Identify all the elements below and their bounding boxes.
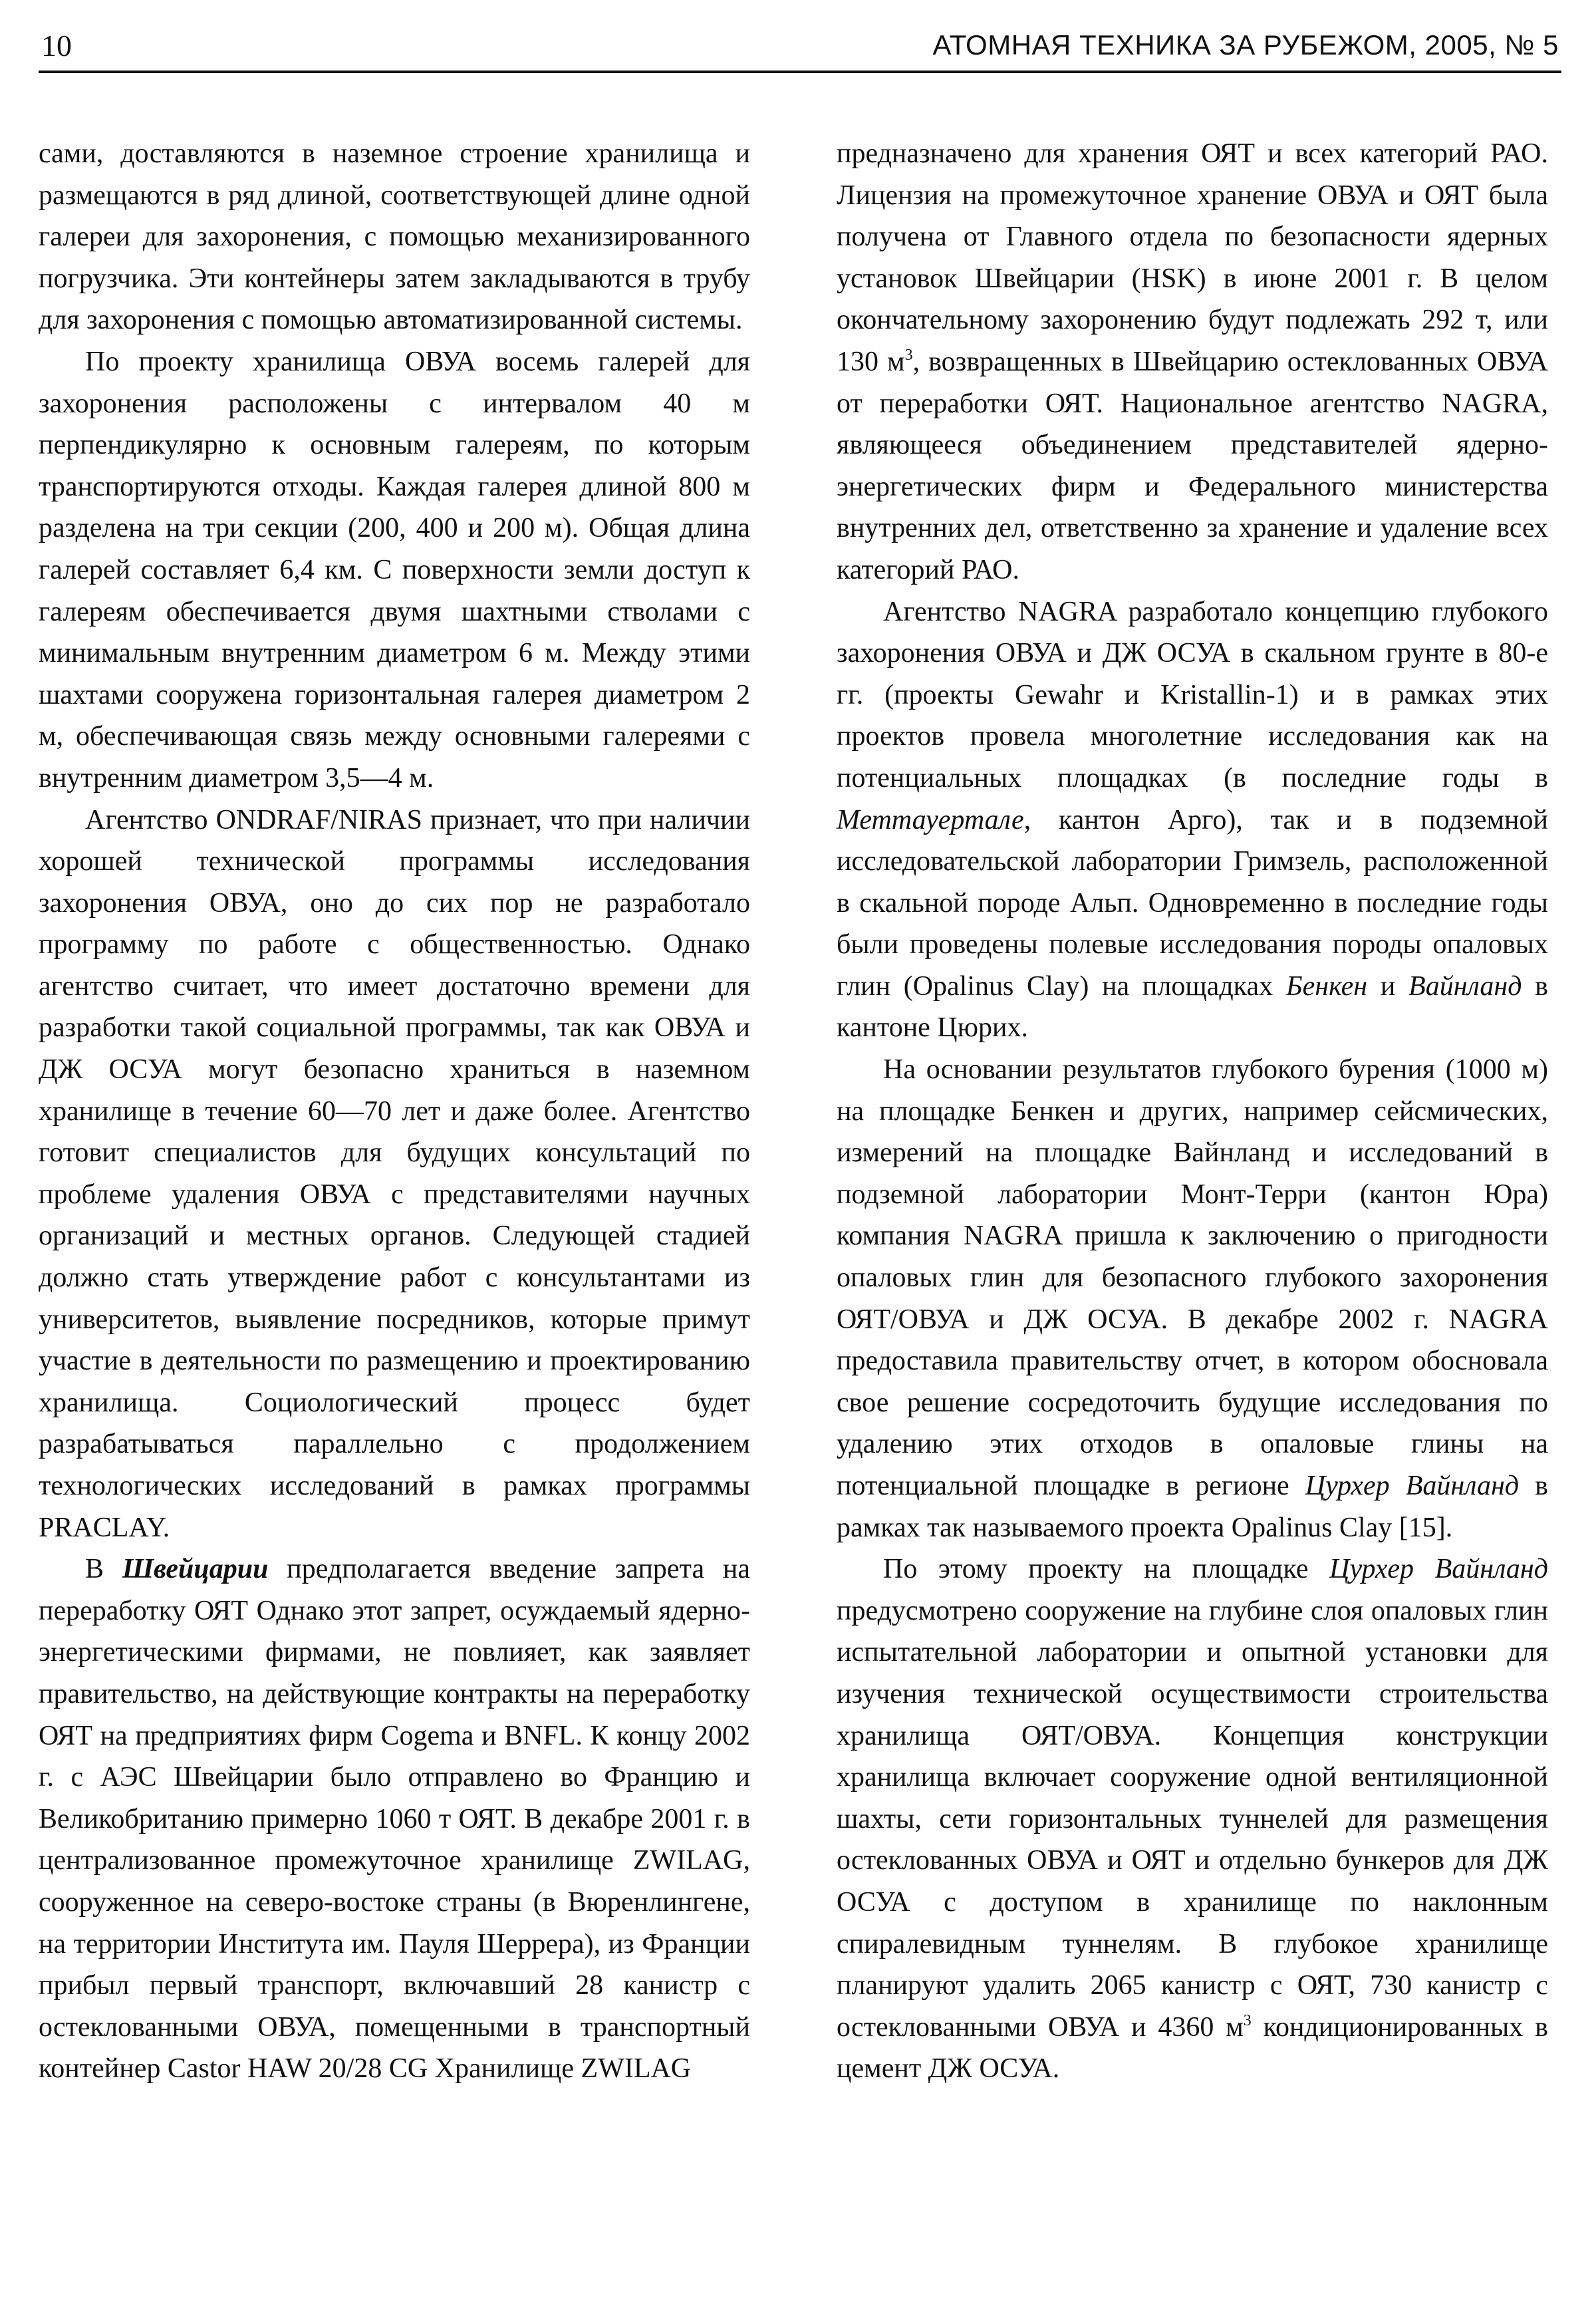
text-run: предполагается введение запрета на переработку ОЯТ Однако этот запрет, осуждаемый ядерно-энергетическими фирмами, не повлияет, как заявляет правительство, на действующие контракты на переработку ОЯТ на предприятиях фирм Cogema и BNFL. К концу 2002 г. с АЭС Швейцарии было отправлено во Францию и Великобританию примерно 1060 т ОЯТ. В декабре 2001 г. в централизованное промежуточное хранилище ZWILAG, сооруженное на северо-востоке страны (в Вюренлингене, на территории Института им. Пауля Шеррера), из Франции прибыл первый транспорт, включавший 28 канистр с остеклованными ОВУА, помещенными в транспортный контейнер Castor HAW 20/28 CG Хранилище ZWILAG: [39, 1554, 751, 2085]
place-name: Бенкен: [1285, 970, 1368, 1002]
country-name: Швейцарии: [122, 1554, 269, 1585]
superscript: 3: [904, 346, 913, 364]
text-run: кондиционированных в цемент ДЖ ОСУА.: [837, 2011, 1548, 2085]
place-name: Меттауертале: [837, 804, 1024, 835]
place-name: Цурхер Вайнланд: [1305, 1471, 1520, 1501]
paragraph: [837, 133, 1548, 591]
paragraph: [837, 591, 1548, 1050]
text-run: , возвращенных в Швейцарию остеклованных ОВУА от переработки ОЯТ. Национальное агентство NAGRA, являющееся объединением представителей ядерно-энергетических фирм и Федерального министерства внутренних дел, ответственно за хранение и удаление всех категорий РАО.: [837, 346, 1549, 585]
text-run: Агентство NAGRA разработало концепцию глубокого захоронения ОВУА и ДЖ ОСУА в скальном грунте в 80-е гг. (проекты Gewahr и Kristallin-1) и в рамках этих проектов провела многолетние исследования как на потенциальных площадках (в последние годы в: [837, 596, 1548, 794]
paragraph: [837, 1049, 1548, 1548]
journal-title: АТОМНАЯ ТЕХНИКА ЗА РУБЕЖОМ, 2005, № 5: [932, 29, 1559, 61]
text-run: В: [85, 1554, 122, 1585]
text-run: в рамках так называемого проекта Opalinus Clay [15].: [837, 1471, 1548, 1543]
page-header: [39, 25, 1561, 73]
text-run: По этому проекту на площадке: [883, 1554, 1330, 1585]
page-number: 10: [41, 29, 72, 63]
text-run: в кантоне Цюрих.: [837, 970, 1548, 1044]
text-run: , кантон Арго), так и в подземной исследовательской лаборатории Гримзель, расположенной в скальной породе Альп. Одновременно в последние годы были проведены полевые исследования породы опаловых глин (Opalinus Clay) на площадках: [837, 804, 1548, 1002]
paragraph: [39, 1548, 750, 2090]
paragraph: [837, 1548, 1548, 2090]
right-column: [837, 133, 1548, 2090]
place-name: Вайнланд: [1408, 970, 1522, 1002]
text-run: и: [1367, 970, 1409, 1002]
superscript: 3: [1243, 2011, 1252, 2029]
paragraph: сами, доставляются в наземное строение хранилища и размещаются в ряд длиной, соответствующей длине одной галереи для захоронения, с помощью механизированного погрузчика. Эти контейнеры затем закладываются в трубу для захоронения с помощью автоматизированной системы.: [39, 138, 750, 336]
text-run: предусмотрено сооружение на глубине слоя опаловых глин испытательной лаборатории и опытной установки для изучения технической осуществимости строительства хранилища ОЯТ/ОВУА. Концепция конструкции хранилища включает сооружение одной вентиляционной шахты, сети горизонтальных туннелей для размещения остеклованных ОВУА и ОЯТ и отдельно бункеров для ДЖ ОСУА с доступом в хранилище по наклонным спиралевидным туннелям. В глубокое хранилище планируют удалить 2065 канистр с ОЯТ, 730 канистр с остеклованными ОВУА и 4360 м: [837, 1595, 1548, 2043]
place-name: Цурхер Вайнланд: [1329, 1554, 1548, 1585]
text-run: предназначено для хранения ОЯТ и всех категорий РАО. Лицензия на промежуточное хранение ОВУА и ОЯТ была получена от Главного отдела по безопасности ядерных установок Швейцарии (HSK) в июне 2001 г. В целом окончательному захоронению будут подлежать 292 т, или 130 м: [837, 138, 1548, 377]
left-column: [39, 133, 750, 2090]
paragraph: По проекту хранилища ОВУА восемь галерей для захоронения расположены с интервалом 40 м перпендикулярно к основным галереям, по которым транспортируются отходы. Каждая галерея длиной 800 м разделена на три секции (200, 400 и 200 м). Общая длина галерей составляет 6,4 км. С поверхности земли доступ к галереям обеспечивается двумя шахтными стволами с минимальным внутренним диаметром 6 м. Между этими шахтами сооружена горизонтальная галерея диаметром 2 м, обеспечивающая связь между основными галереями с внутренним диаметром 3,5—4 м.: [39, 346, 750, 794]
text-run: На основании результатов глубокого бурения (1000 м) на площадке Бенкен и других, например сейсмических, измерений на площадке Вайнланд и исследований в подземной лаборатории Монт-Терри (кантон Юра) компания NAGRA пришла к заключению о пригодности опаловых глин для безопасного глубокого захоронения ОЯТ/ОВУА и ДЖ ОСУА. В декабре 2002 г. NAGRA предоставила правительству отчет, в котором обосновала свое решение сосредоточить будущие исследования по удалению этих отходов в опаловые глины на потенциальной площадке в регионе: [837, 1054, 1548, 1501]
paragraph: Агентство ONDRAF/NIRAS признает, что при наличии хорошей технической программы исследования захоронения ОВУА, оно до сих пор не разработало программу по работе с общественностью. Однако агентство считает, что имеет достаточно времени для разработки такой социальной программы, так как ОВУА и ДЖ ОСУА могут безопасно храниться в наземном хранилище в течение 60—70 лет и даже более. Агентство готовит специалистов для будущих консультаций по проблеме удаления ОВУА с представителями научных организаций и местных органов. Следующей стадией должно стать утверждение работ с консультантами из университетов, выявление посредников, которые примут участие в деятельности по размещению и проектированию хранилища. Социологический процесс будет разрабатываться параллельно с продолжением технологических исследований в рамках программы PRACLAY.: [39, 804, 750, 1543]
